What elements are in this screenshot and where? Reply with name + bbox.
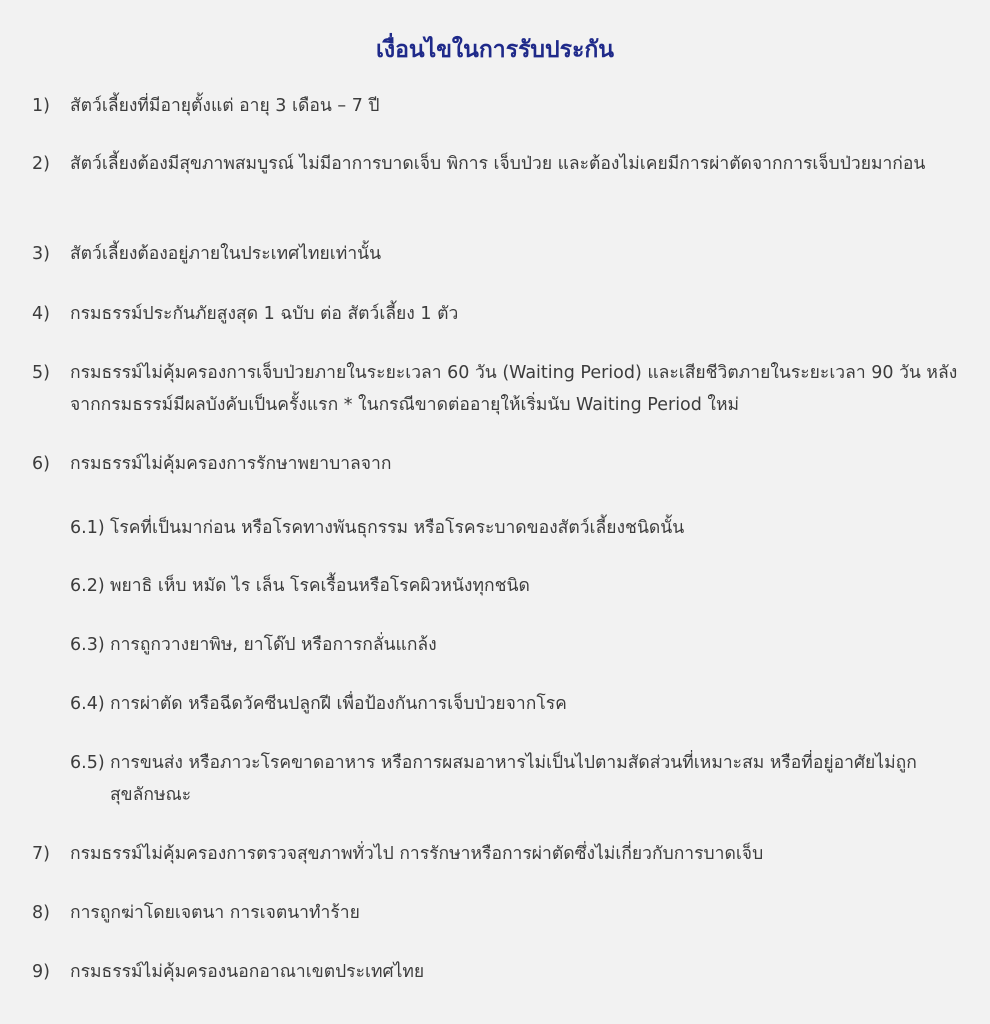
item-text: สัตว์เลี้ยงที่มีอายุตั้งแต่ อายุ 3 เดือน – 7 ปี: [70, 96, 380, 116]
item-number: 2): [32, 154, 50, 174]
item-text: กรมธรรม์ไม่คุ้มครองการตรวจสุขภาพทั่วไป การรักษาหรือการผ่าตัดซึ่งไม่เกี่ยวกับการบาดเจ็บ: [70, 844, 764, 864]
item-number: 1): [32, 96, 50, 116]
item-text: กรมธรรม์ประกันภัยสูงสุด 1 ฉบับ ต่อ สัตว์เลี้ยง 1 ตัว: [70, 304, 459, 324]
subitem-text: โรคที่เป็นมาก่อน หรือโรคทางพันธุกรรม หรือโรคระบาดของสัตว์เลี้ยงชนิดนั้น: [110, 518, 685, 538]
condition-subitem-6-1: [70, 512, 940, 544]
subitem-number: 6.4): [70, 694, 105, 714]
condition-subitem-6-2: [70, 570, 940, 602]
item-text: สัตว์เลี้ยงต้องมีสุขภาพสมบูรณ์ ไม่มีอาการบาดเจ็บ พิการ เจ็บป่วย และต้องไม่เคยมีการผ่าตัดจากการเจ็บป่วยมาก่อน: [70, 154, 926, 174]
subitem-text: การถูกวางยาพิษ, ยาโด๊ป หรือการกลั่นแกล้ง: [110, 635, 437, 655]
item-text: กรมธรรม์ไม่คุ้มครองนอกอาณาเขตประเทศไทย: [70, 962, 425, 982]
item-number: 4): [32, 304, 50, 324]
item-number: 5): [32, 363, 50, 383]
item-number: 3): [32, 244, 50, 264]
condition-item-4: [32, 298, 962, 330]
item-text: การถูกฆ่าโดยเจตนา การเจตนาทำร้าย: [70, 903, 360, 923]
item-number: 7): [32, 844, 50, 864]
item-number: 8): [32, 903, 50, 923]
item-number: 6): [32, 454, 50, 474]
subitem-text: การผ่าตัด หรือฉีดวัคซีนปลูกฝี เพื่อป้องกันการเจ็บป่วยจากโรค: [110, 694, 567, 714]
page-title: เงื่อนไขในการรับประกัน: [376, 37, 614, 63]
condition-item-1: [32, 90, 962, 122]
condition-item-6: [32, 448, 962, 480]
condition-subitem-6-4: [70, 688, 940, 720]
subitem-number: 6.3): [70, 635, 105, 655]
condition-subitem-6-3: [70, 629, 940, 661]
subitem-number: 6.2): [70, 576, 105, 596]
subitem-number: 6.5): [70, 753, 105, 773]
condition-item-7: [32, 838, 962, 870]
item-text: กรมธรรม์ไม่คุ้มครองการรักษาพยาบาลจาก: [70, 454, 392, 474]
condition-item-9: [32, 956, 962, 988]
condition-item-8: [32, 897, 962, 929]
condition-item-2: [32, 148, 962, 180]
condition-item-5: [32, 357, 962, 421]
subitem-number: 6.1): [70, 518, 105, 538]
item-number: 9): [32, 962, 50, 982]
item-text: กรมธรรม์ไม่คุ้มครองการเจ็บป่วยภายในระยะเวลา 60 วัน (Waiting Period) และเสียชีวิตภายในระยะเวลา 90 วัน หลังจากกรมธรรม์มีผลบังคับเป็นครั้งแรก * ในกรณีขาดต่ออายุให้เริ่มนับ Waiting Period ใหม่: [70, 363, 958, 415]
subitem-text: พยาธิ เห็บ หมัด ไร เล็น โรคเรื้อนหรือโรคผิวหนังทุกชนิด: [110, 576, 530, 596]
subitem-text: การขนส่ง หรือภาวะโรคขาดอาหาร หรือการผสมอาหารไม่เป็นไปตามสัดส่วนที่เหมาะสม หรือที่อยู่อาศัยไม่ถูกสุขลักษณะ: [110, 753, 917, 805]
item-text: สัตว์เลี้ยงต้องอยู่ภายในประเทศไทยเท่านั้น: [70, 244, 382, 264]
condition-item-3: [32, 238, 962, 270]
condition-subitem-6-5: [70, 747, 940, 811]
